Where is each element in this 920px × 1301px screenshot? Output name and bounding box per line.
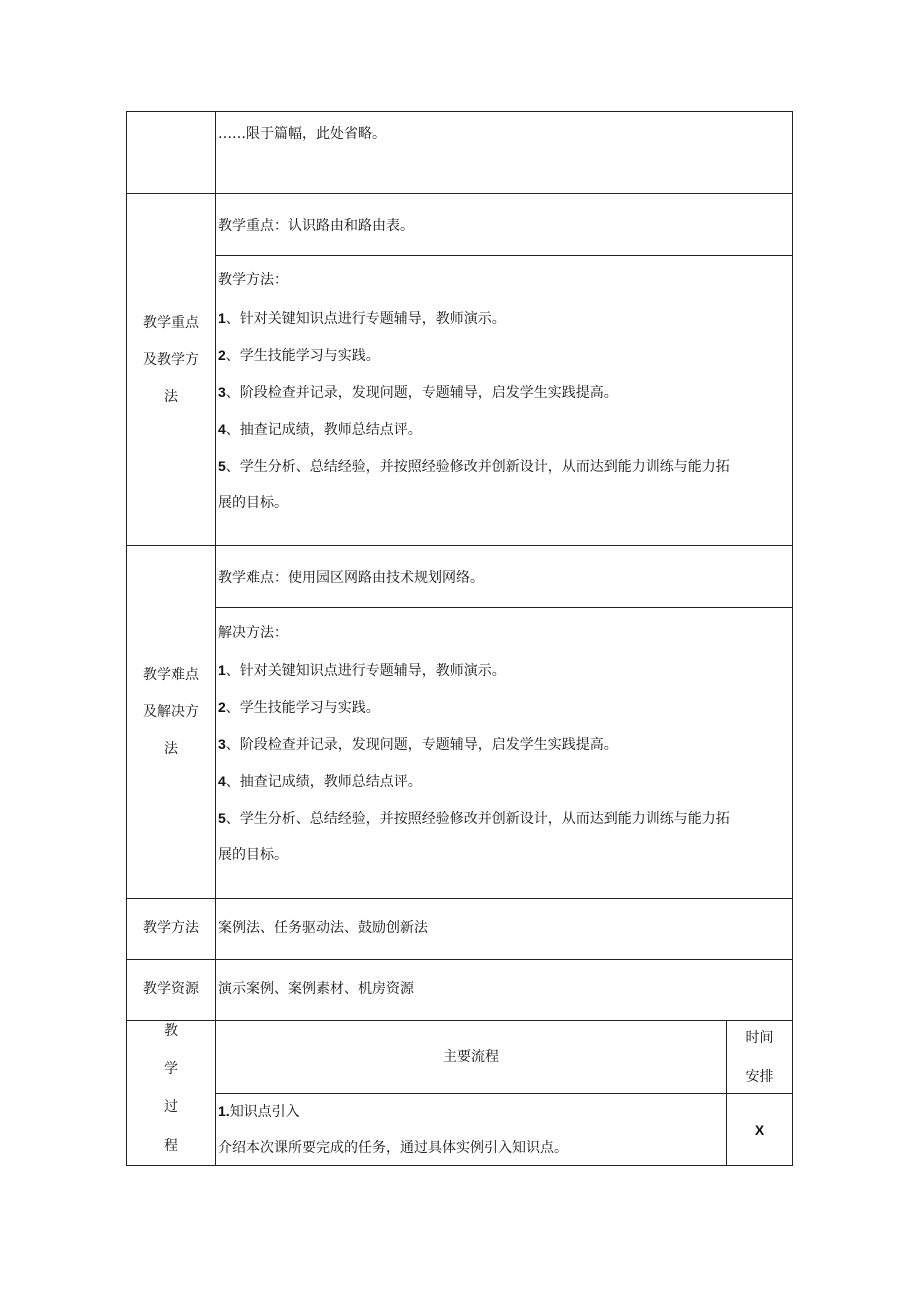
method-item xyxy=(218,419,422,440)
item-number: 4 xyxy=(218,421,226,437)
item-number: 5 xyxy=(218,810,226,826)
row-divider xyxy=(127,545,792,546)
label-line: 及解决方 xyxy=(143,704,199,720)
method-item xyxy=(218,345,380,366)
teaching-method-label: 教学方法 xyxy=(143,920,199,936)
row-divider xyxy=(127,1020,792,1021)
item-text: 、学生分析、总结经验，并按照经验修改并创新设计，从而达到能力训练与能力拓 xyxy=(225,811,730,827)
row-divider xyxy=(127,898,792,899)
difficult-points-label xyxy=(127,657,215,768)
step-title xyxy=(218,1101,300,1122)
solution-item xyxy=(218,697,380,718)
row-divider xyxy=(215,607,792,608)
method-title: 教学方法： xyxy=(218,272,288,288)
solution-item xyxy=(218,771,422,792)
item-number: 3 xyxy=(218,736,226,752)
item-number: 1 xyxy=(218,310,226,326)
key-point-text: 教学重点：认识路由和路由表。 xyxy=(218,218,414,234)
method-item xyxy=(218,382,618,403)
step-description: 介绍本次课所要完成的任务，通过具体实例引入知识点。 xyxy=(218,1140,568,1156)
solution-item xyxy=(218,660,506,681)
label-line: 教学重点 xyxy=(143,315,199,331)
row-divider xyxy=(127,959,792,960)
omitted-note: ……限于篇幅，此处省略。 xyxy=(218,126,386,142)
item-number: 3 xyxy=(218,384,226,400)
label-line: 教学难点 xyxy=(143,667,199,683)
item-text: 、学生技能学习与实践。 xyxy=(225,700,380,716)
process-label-char: 学 xyxy=(164,1061,178,1077)
time-header-line: 安排 xyxy=(745,1069,774,1085)
label-line: 及教学方 xyxy=(143,352,199,368)
label-line: 法 xyxy=(164,389,178,405)
item-text: 、针对关键知识点进行专题辅导，教师演示。 xyxy=(225,663,506,679)
method-item xyxy=(218,308,506,329)
process-label-char: 教 xyxy=(164,1023,178,1039)
process-label-char: 程 xyxy=(164,1138,178,1154)
item-text: 、学生分析、总结经验，并按照经验修改并创新设计，从而达到能力训练与能力拓 xyxy=(225,459,730,475)
item-text: 、学生技能学习与实践。 xyxy=(225,348,380,364)
item-number: 1 xyxy=(218,662,226,678)
process-label-char: 过 xyxy=(164,1099,178,1115)
item-number: 2 xyxy=(218,347,226,363)
method-item-continuation: 展的目标。 xyxy=(218,495,288,511)
lesson-plan-table xyxy=(126,111,793,1166)
row-divider xyxy=(215,255,792,256)
solution-item xyxy=(218,808,730,829)
method-item xyxy=(218,456,730,477)
item-text: 、阶段检查并记录，发现问题，专题辅导，启发学生实践提高。 xyxy=(225,385,618,401)
column-divider xyxy=(215,112,216,1165)
solution-title: 解决方法： xyxy=(218,625,288,641)
item-number: 4 xyxy=(218,773,226,789)
item-number: 2 xyxy=(218,699,226,715)
item-number: 5 xyxy=(218,458,226,474)
difficult-point-text: 教学难点：使用园区网路由技术规划网络。 xyxy=(218,570,484,586)
solution-item-continuation: 展的目标。 xyxy=(218,847,288,863)
key-points-label xyxy=(127,305,215,416)
item-text: 、抽查记成绩，教师总结点评。 xyxy=(225,422,422,438)
step-title-text: 知识点引入 xyxy=(229,1104,300,1120)
teaching-resource-label: 教学资源 xyxy=(143,981,199,997)
item-text: 、抽查记成绩，教师总结点评。 xyxy=(225,774,422,790)
main-flow-header: 主要流程 xyxy=(443,1049,499,1065)
teaching-resource-value: 演示案例、案例素材、机房资源 xyxy=(218,981,414,997)
time-header-line: 时间 xyxy=(745,1030,774,1046)
label-line: 法 xyxy=(164,741,178,757)
step-number: 1. xyxy=(218,1103,230,1119)
item-text: 、阶段检查并记录，发现问题，专题辅导，启发学生实践提高。 xyxy=(225,737,618,753)
teaching-method-value: 案例法、任务驱动法、鼓励创新法 xyxy=(218,920,428,936)
row-divider xyxy=(127,193,792,194)
item-text: 、针对关键知识点进行专题辅导，教师演示。 xyxy=(225,311,506,327)
row-divider xyxy=(215,1093,792,1094)
step-time: X xyxy=(754,1122,765,1138)
solution-item xyxy=(218,734,618,755)
